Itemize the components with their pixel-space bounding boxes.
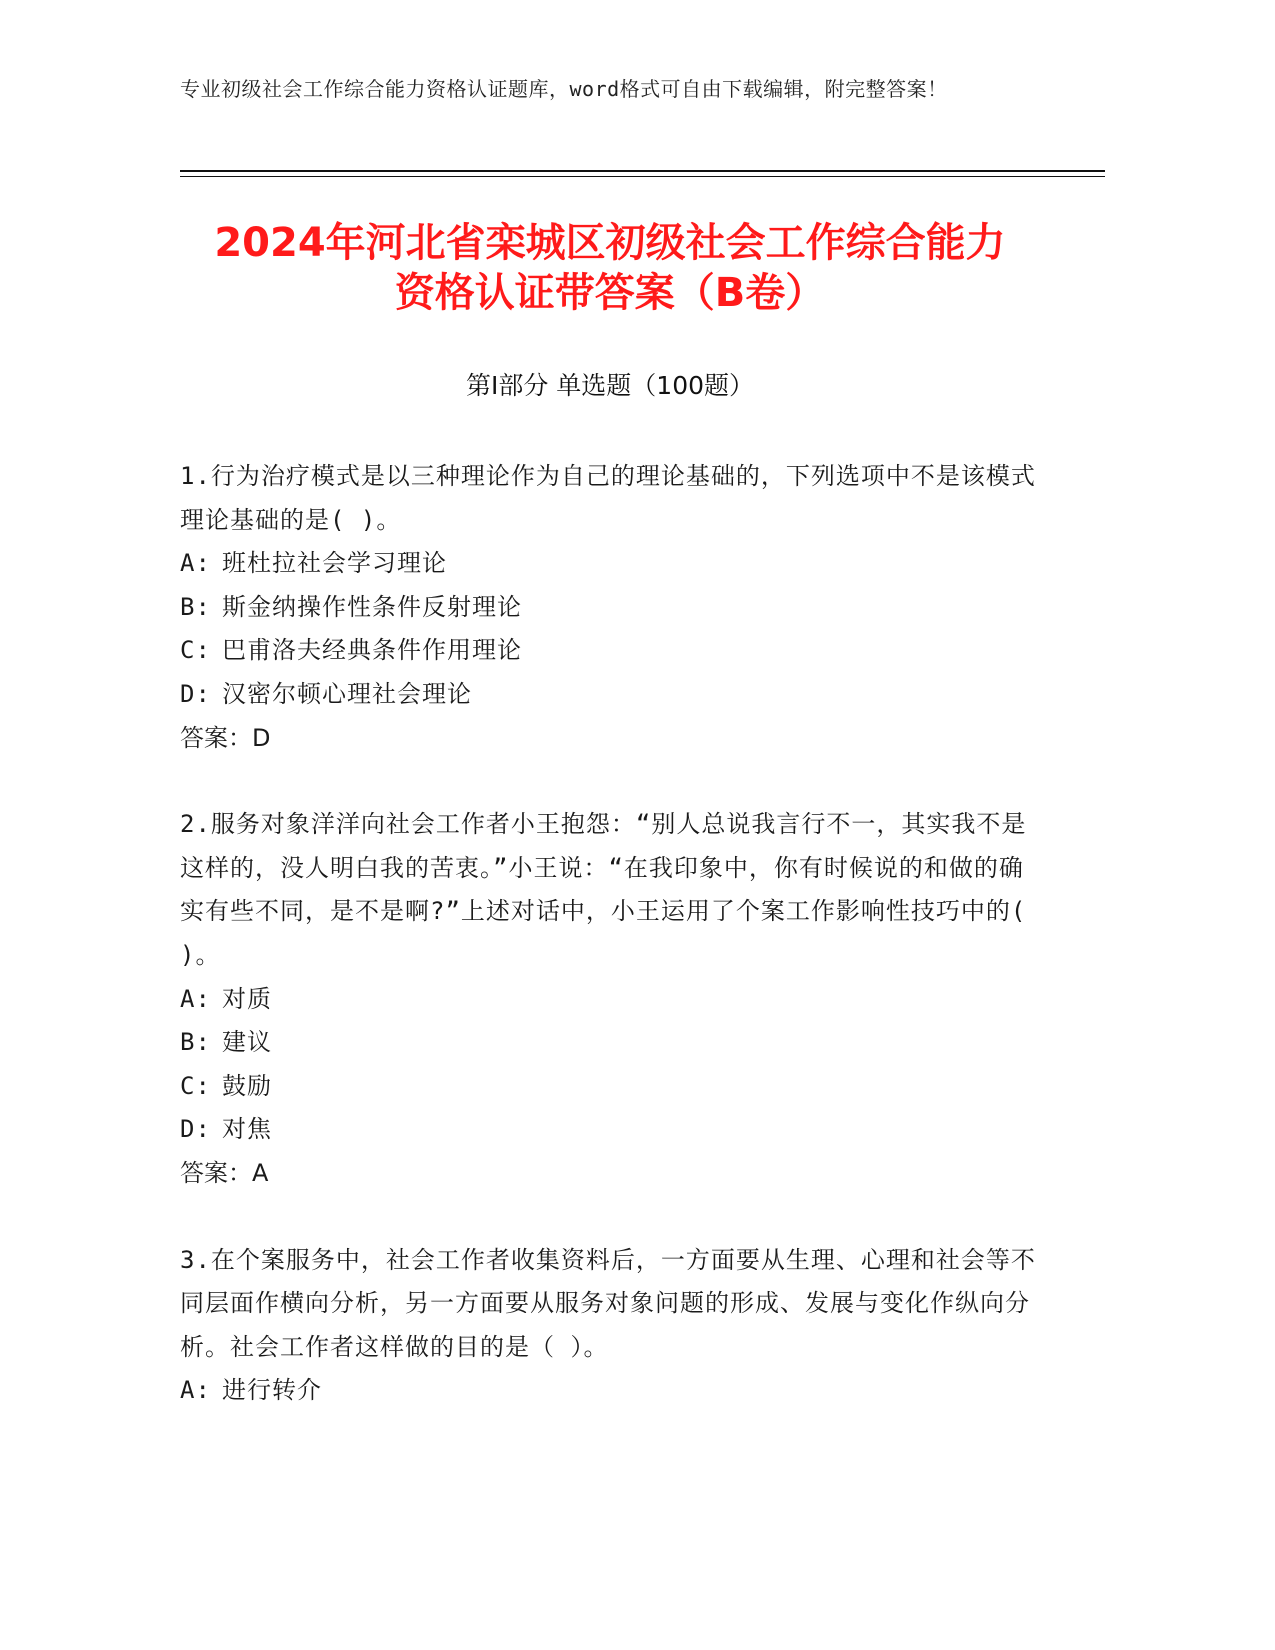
option-letter: C: — [180, 1071, 211, 1100]
option-letter: B: — [180, 1028, 211, 1057]
option-c — [180, 1065, 1040, 1109]
header-rule-thick — [180, 170, 1105, 172]
option-b — [180, 1021, 1040, 1065]
title-line-1: 2024年河北省栾城区初级社会工作综合能力 — [214, 220, 1006, 266]
option-text: 斯金纳操作性条件反射理论 — [222, 592, 522, 621]
option-text: 建议 — [222, 1028, 272, 1057]
option-a — [180, 978, 1040, 1022]
header-rule-thin — [180, 176, 1105, 177]
header-note: 专业初级社会工作综合能力资格认证题库，word格式可自由下载编辑，附完整答案！ — [180, 77, 948, 101]
question-3 — [180, 1239, 1040, 1413]
option-letter: D: — [180, 679, 211, 708]
question-stem: 2.服务对象洋洋向社会工作者小王抱怨：“别人总说我言行不一，其实我不是这样的，没人明白我的苦衷。”小王说：“在我印象中，你有时候说的和做的确实有些不同，是不是啊?”上述对话中，小王运用了个案工作影响性技巧中的( )。 — [180, 810, 1027, 969]
question-stem: 3.在个案服务中，社会工作者收集资料后，一方面要从生理、心理和社会等不同层面作横向分析，另一方面要从服务对象问题的形成、发展与变化作纵向分析。社会工作者这样做的目的是（ ）。 — [180, 1245, 1036, 1361]
option-text: 班杜拉社会学习理论 — [222, 549, 447, 578]
option-text: 鼓励 — [222, 1071, 272, 1100]
option-d — [180, 673, 1040, 717]
option-letter: A: — [180, 549, 211, 578]
option-letter: C: — [180, 636, 211, 665]
answer: 答案：A — [180, 1158, 269, 1187]
option-b — [180, 586, 1040, 630]
option-text: 汉密尔顿心理社会理论 — [222, 679, 472, 708]
question-stem: 1.行为治疗模式是以三种理论作为自己的理论基础的，下列选项中不是该模式理论基础的是( )。 — [180, 462, 1036, 534]
question-1 — [180, 455, 1040, 760]
option-text: 对焦 — [222, 1115, 272, 1144]
option-text: 对质 — [222, 984, 272, 1013]
option-text: 进行转介 — [222, 1376, 322, 1405]
option-a — [180, 1369, 1040, 1413]
document-title — [180, 218, 1040, 318]
option-letter: A: — [180, 1376, 211, 1405]
question-list — [180, 455, 1040, 1456]
option-text: 巴甫洛夫经典条件作用理论 — [222, 636, 522, 665]
option-d — [180, 1108, 1040, 1152]
question-2 — [180, 803, 1040, 1195]
section-heading: 第I部分 单选题（100题） — [465, 371, 755, 400]
option-a — [180, 542, 1040, 586]
option-letter: D: — [180, 1115, 211, 1144]
title-line-2: 资格认证带答案（B卷） — [394, 270, 826, 316]
answer: 答案：D — [180, 723, 271, 752]
option-letter: B: — [180, 592, 211, 621]
option-letter: A: — [180, 984, 211, 1013]
option-c — [180, 629, 1040, 673]
